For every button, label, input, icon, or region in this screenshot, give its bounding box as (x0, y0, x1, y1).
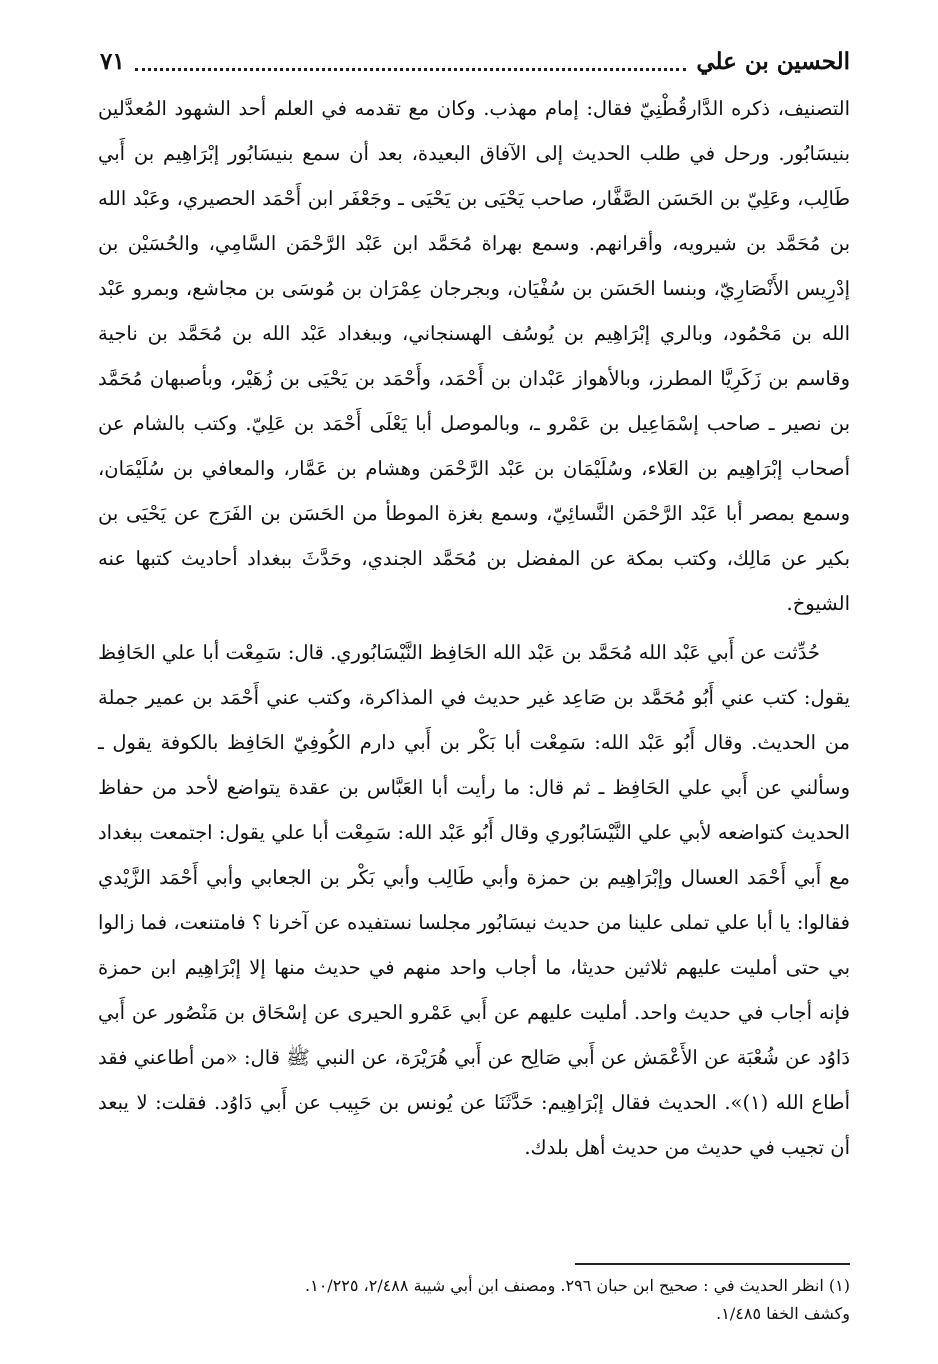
footnote-line: (١) انظر الحديث في : صحيح ابن حبان ٢٩٦. ومصنف ابن أبي شيبة ٢/٤٨٨، ١٠/٢٢٥. (305, 1276, 850, 1295)
footnote-line: وكشف الخفا ١/٤٨٥. (716, 1304, 850, 1323)
page-number: ٧١ (100, 47, 125, 75)
paragraph-narration: حُدِّثت عن أَبي عَبْد الله مُحَمَّد بن عَبْد الله الحَافِظ النَّيْسَابُوري. قال: سَمِعْت أبا علي الحَافِظ يقول: كتب عني أَبُو مُحَمَّد بن صَاعِد غير حديث في المذاكرة، وكتب عني أَحْمَد بن عمير جملة من الحديث. وقال أَبُو عَبْد الله: سَمِعْت أبا بَكْر بن أَبي دارم الكُوفِيّ الحَافِظ بالكوفة يقول ـ وسألني عن أَبي علي الحَافِظ ـ ثم قال: ما رأيت أبا العَبَّاس بن عقدة يتواضع لأحد من حفاظ الحديث كتواضعه لأبي علي النَّيْسَابُوري وقال أَبُو عَبْد الله: سَمِعْت أبا علي يقول: اجتمعت ببغداد مع أَبي أَحْمَد العسال وإبْرَاهِيم بن حمزة وأبي طَالِب وأبي بَكْر بن الجعابي وأبي أَحْمَد الزَّيْدي فقالوا: يا أبا علي تملى علينا من حديث نيسَابُور مجلسا نستفيده عن آخرنا ؟ فامتنعت، فما زالوا بي حتى أمليت عليهم ثلاثين حديثا، ما أجاب واحد منهم في حديث منها إلا إبْرَاهِيم ابن حمزة فإنه أجاب في حديث واحد. أمليت عليهم عن أَبي عَمْرو الحيرى عن إسْحَاق بن مَنْصُور عن أَبي دَاوُد عن شُعْبَة عن الأَعْمَش عن أَبي صَالِح عن أَبي هُرَيْرَة، عن النبي ﷺ قال: «من أطاعني فقد أطاع الله (١)». الحديث فقال إبْرَاهِيم: حَدَّثَنَا عن يُونس بن حَبِيب عن أَبي دَاوُد. فقلت: لا يبعد أن تجيب في حديث من حديث أهل بلدك. (98, 641, 850, 1159)
header-title: الحسين بن علي (696, 47, 850, 75)
footnotes (98, 1272, 850, 1328)
main-text (98, 86, 850, 1170)
running-header (100, 44, 850, 78)
footnote-separator (575, 1263, 850, 1265)
header-dot-leader (135, 68, 687, 71)
paragraph-biography: التصنيف، ذكره الدَّارقُطْنِيّ فقال: إمام مهذب. وكان مع تقدمه في العلم أحد الشهود المُعدَّلين بنيسَابُور. ورحل في طلب الحديث إلى الآفاق البعيدة، بعد أن سمع بنيسَابُور إبْرَاهِيم بن أَبي طَالِب، وعَلِيّ بن الحَسَن الصَّفَّار، صاحب يَحْيَى بن يَحْيَى ـ وجَعْفَر ابن أَحْمَد الحصيري، وعَبْد الله بن مُحَمَّد بن شيرويه، وأقرانهم. وسمع بهراة مُحَمَّد ابن عَبْد الرَّحْمَن السَّامِي، والحُسَيْن بن إدْرِيس الأَنْصَارِيّ، وبنسا الحَسَن بن سُفْيَان، وبجرجان عِمْرَان بن مُوسَى بن مجاشع، وبمرو عَبْد الله بن مَحْمُود، وبالري إبْرَاهِيم بن يُوسُف الهسنجاني، وببغداد عَبْد الله بن مُحَمَّد بن ناجية وقاسم بن زَكَرِيَّا المطرز، وبالأهواز عَبْدان بن أَحْمَد، وأَحْمَد بن يَحْيَى بن زُهَيْر، وبأصبهان مُحَمَّد بن نصير ـ صاحب إسْمَاعِيل بن عَمْرو ـ، وبالموصل أبا يَعْلَى أَحْمَد بن عَلِيّ. وكتب بالشام عن أصحاب إبْرَاهِيم بن العَلاء، وسُلَيْمَان بن عَبْد الرَّحْمَن وهشام بن عَمَّار، والمعافي بن سُلَيْمَان، وسمع بمصر أبا عَبْد الرَّحْمَن النَّسائِيّ، وسمع بغزة الموطأ من الحَسَن بن الفَرَج عن يَحْيَى بن بكير عن مَالِك، وكتب بمكة عن المفضل بن مُحَمَّد الجندي، وحَدَّثَ ببغداد أحاديث كتبها عنه الشيوخ. (98, 97, 850, 615)
